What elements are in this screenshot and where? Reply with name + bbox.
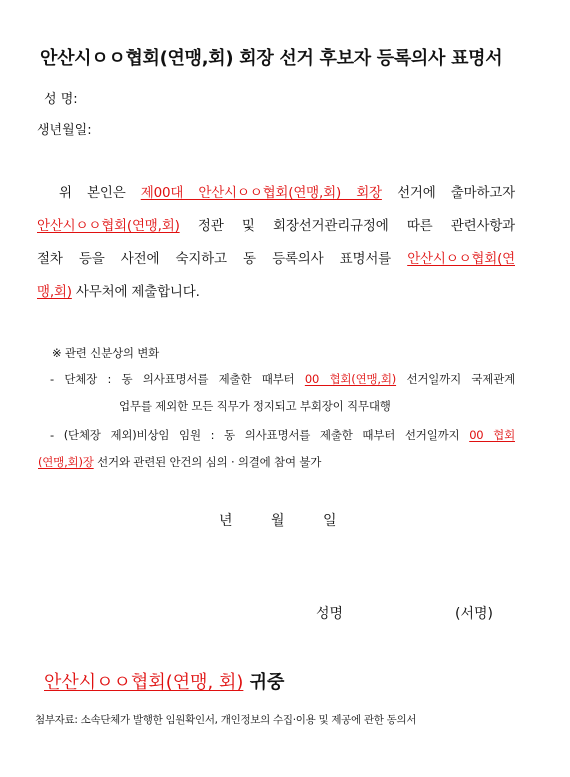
signature-seal-label: (서명) [455,606,493,622]
addressee-org: 안산시ㅇㅇ협회(연맹, 회) [44,672,244,693]
attachment-note: 첨부자료: 소속단체가 발행한 임원확인서, 개인정보의 수집·이용 및 제공에 관한 동의서 [35,714,417,726]
highlight-text: 안산시ㅇㅇ협회(연맹,회) [37,218,180,234]
highlight-text: 00 협회 [469,428,515,442]
date-month-label: 월 [271,513,285,529]
highlight-text: 00 협회(연맹,회) [304,372,397,386]
body-text: 사무처에 제출합니다. [71,284,200,300]
body-text: 선거에 출마하고자 [381,185,515,201]
birthdate-field-label: 생년월일: [37,123,92,138]
note-line-4 [38,454,321,470]
body-line-1 [37,181,515,201]
note-text: 선거와 관련된 안건의 심의 · 의결에 참여 불가 [93,455,322,469]
addressee-suffix: 귀중 [243,672,285,693]
notes-heading: ※ 관련 신분상의 변화 [52,346,160,360]
body-line-2 [37,214,515,234]
note-text: - 단체장 : 동 의사표명서를 제출한 때부터 [50,372,305,386]
highlight-text: 맹,회) [37,284,72,300]
highlight-text: (연맹,회)장 [38,455,94,469]
signature-name-label: 성명 [316,606,344,622]
addressee [44,668,284,694]
body-text: 위 본인은 [59,185,141,201]
highlight-text: 제00대 안산시ㅇㅇ협회(연맹,회) 회장 [140,185,382,201]
name-field-label: 성 명: [44,92,78,107]
body-line-3 [37,247,515,267]
highlight-text: 안산시ㅇㅇ협회(연 [407,251,515,267]
note-line-3 [50,427,515,443]
body-text: 정관 및 회장선거관리규정에 따른 관련사항과 [179,218,515,234]
note-text: - (단체장 제외)비상임 임원 : 동 의사표명서를 제출한 때부터 선거일까지 [50,428,470,442]
note-line-1 [50,371,515,387]
document-title: 안산시ㅇㅇ협회(연맹,회) 회장 선거 후보자 등록의사 표명서 [40,48,503,69]
date-year-label: 년 [219,513,233,529]
body-text: 절차 등을 사전에 숙지하고 동 등록의사 표명서를 [37,251,408,267]
note-line-2: 업무를 제외한 모든 직무가 정지되고 부회장이 직무대행 [119,399,391,413]
body-line-4 [37,280,200,300]
note-text: 선거일까지 국제관계 [396,372,516,386]
date-day-label: 일 [323,513,337,529]
